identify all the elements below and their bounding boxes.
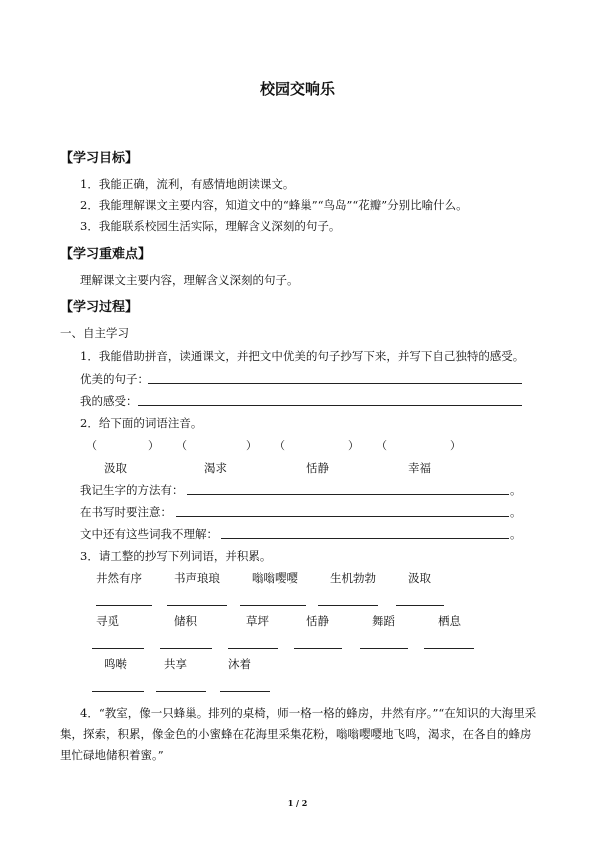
pinyin-box-3-open: （: [274, 439, 285, 452]
section-difficulty-heading: 【学习重难点】: [60, 247, 152, 262]
copy-line[interactable]: [156, 691, 206, 692]
copy-line[interactable]: [160, 648, 212, 649]
copy-line[interactable]: [424, 648, 474, 649]
copy-line[interactable]: [396, 605, 444, 606]
copy-line[interactable]: [92, 648, 144, 649]
copy-line[interactable]: [96, 605, 152, 606]
page-number: 1 / 2: [287, 798, 308, 808]
copy-word: 储积: [174, 614, 197, 628]
pinyin-box-1-open: （: [86, 439, 97, 452]
copy-line[interactable]: [318, 605, 378, 606]
pinyin-box-2-close: ）: [246, 439, 257, 452]
memo-unknown-period: 。: [510, 527, 522, 541]
pinyin-word: 汲取: [104, 461, 127, 475]
feeling-label: 我的感受：: [80, 394, 138, 408]
goal-item-1: 1．我能正确，流利，有感情地朗读课文。: [80, 177, 295, 191]
part1-heading: 一、自主学习: [60, 326, 129, 340]
copy-word: 恬静: [306, 614, 329, 628]
pinyin-word: 恬静: [306, 461, 329, 475]
copy-word: 书声琅琅: [174, 571, 220, 585]
pinyin-box-4-open: （: [376, 439, 387, 452]
question-4-passage: 4．“教室，像一只蜂巢。排列的桌椅，师一格一格的蜂房，井然有序。”“在知识的大海里采集，探索，积累，像金色的小蜜蜂在花海里采集花粉，嗡嗡嘤嘤地飞鸣，渴求，在各自的蜂房里忙碌地储积着蜜。”: [60, 706, 537, 762]
copy-line[interactable]: [360, 648, 408, 649]
memo-unknown-line[interactable]: [221, 538, 509, 539]
copy-word: 汲取: [408, 571, 431, 585]
copy-line[interactable]: [240, 605, 306, 606]
beautiful-sentence-label: 优美的句子：: [80, 372, 149, 386]
memo-method-label: 我记生字的方法有：: [80, 483, 184, 497]
copy-word: 沐着: [228, 657, 251, 671]
section-goals-heading: 【学习目标】: [60, 151, 139, 166]
question-2: 2．给下面的词语注音。: [80, 416, 203, 430]
copy-word: 井然有序: [96, 571, 142, 585]
copy-line[interactable]: [220, 691, 270, 692]
copy-word: 舞蹈: [372, 614, 395, 628]
section-process-heading: 【学习过程】: [60, 300, 139, 315]
feeling-line[interactable]: [138, 405, 522, 406]
memo-unknown-label: 文中还有这些词我不理解：: [80, 527, 218, 541]
beautiful-sentence-line[interactable]: [148, 383, 522, 384]
memo-attention-period: 。: [510, 505, 522, 519]
copy-word: 生机勃勃: [330, 571, 376, 585]
memo-attention-label: 在书写时要注意：: [80, 505, 172, 519]
question-1: 1．我能借助拼音，读通课文，并把文中优美的句子抄写下来，并写下自己独特的感受。: [80, 349, 525, 363]
pinyin-box-4-close: ）: [450, 439, 461, 452]
difficulty-text: 理解课文主要内容，理解含义深刻的句子。: [80, 273, 299, 287]
memo-method-period: 。: [510, 483, 522, 497]
pinyin-box-3-close: ）: [348, 439, 359, 452]
copy-word: 嗡嗡嘤嘤: [252, 571, 298, 585]
question-3: 3．请工整的抄写下列词语，并积累。: [80, 549, 272, 563]
copy-line[interactable]: [92, 691, 144, 692]
copy-line[interactable]: [228, 648, 278, 649]
pinyin-word: 幸福: [408, 461, 431, 475]
page-title: 校园交响乐: [259, 80, 335, 98]
pinyin-box-2-open: （: [176, 439, 187, 452]
copy-word: 鸣啭: [104, 657, 127, 671]
memo-attention-line[interactable]: [176, 516, 509, 517]
pinyin-box-1-close: ）: [148, 439, 159, 452]
copy-word: 草坪: [246, 614, 269, 628]
copy-word: 共享: [164, 657, 187, 671]
copy-word: 栖息: [438, 614, 461, 628]
copy-word: 寻觅: [96, 614, 119, 628]
copy-line[interactable]: [294, 648, 342, 649]
memo-method-line[interactable]: [187, 494, 509, 495]
goal-item-2: 2．我能理解课文主要内容，知道文中的“蜂巢”“鸟岛”“花瓣”分别比喻什么。: [80, 198, 468, 212]
copy-line[interactable]: [167, 605, 227, 606]
goal-item-3: 3．我能联系校园生活实际，理解含义深刻的句子。: [80, 219, 341, 233]
pinyin-word: 渴求: [204, 461, 227, 475]
